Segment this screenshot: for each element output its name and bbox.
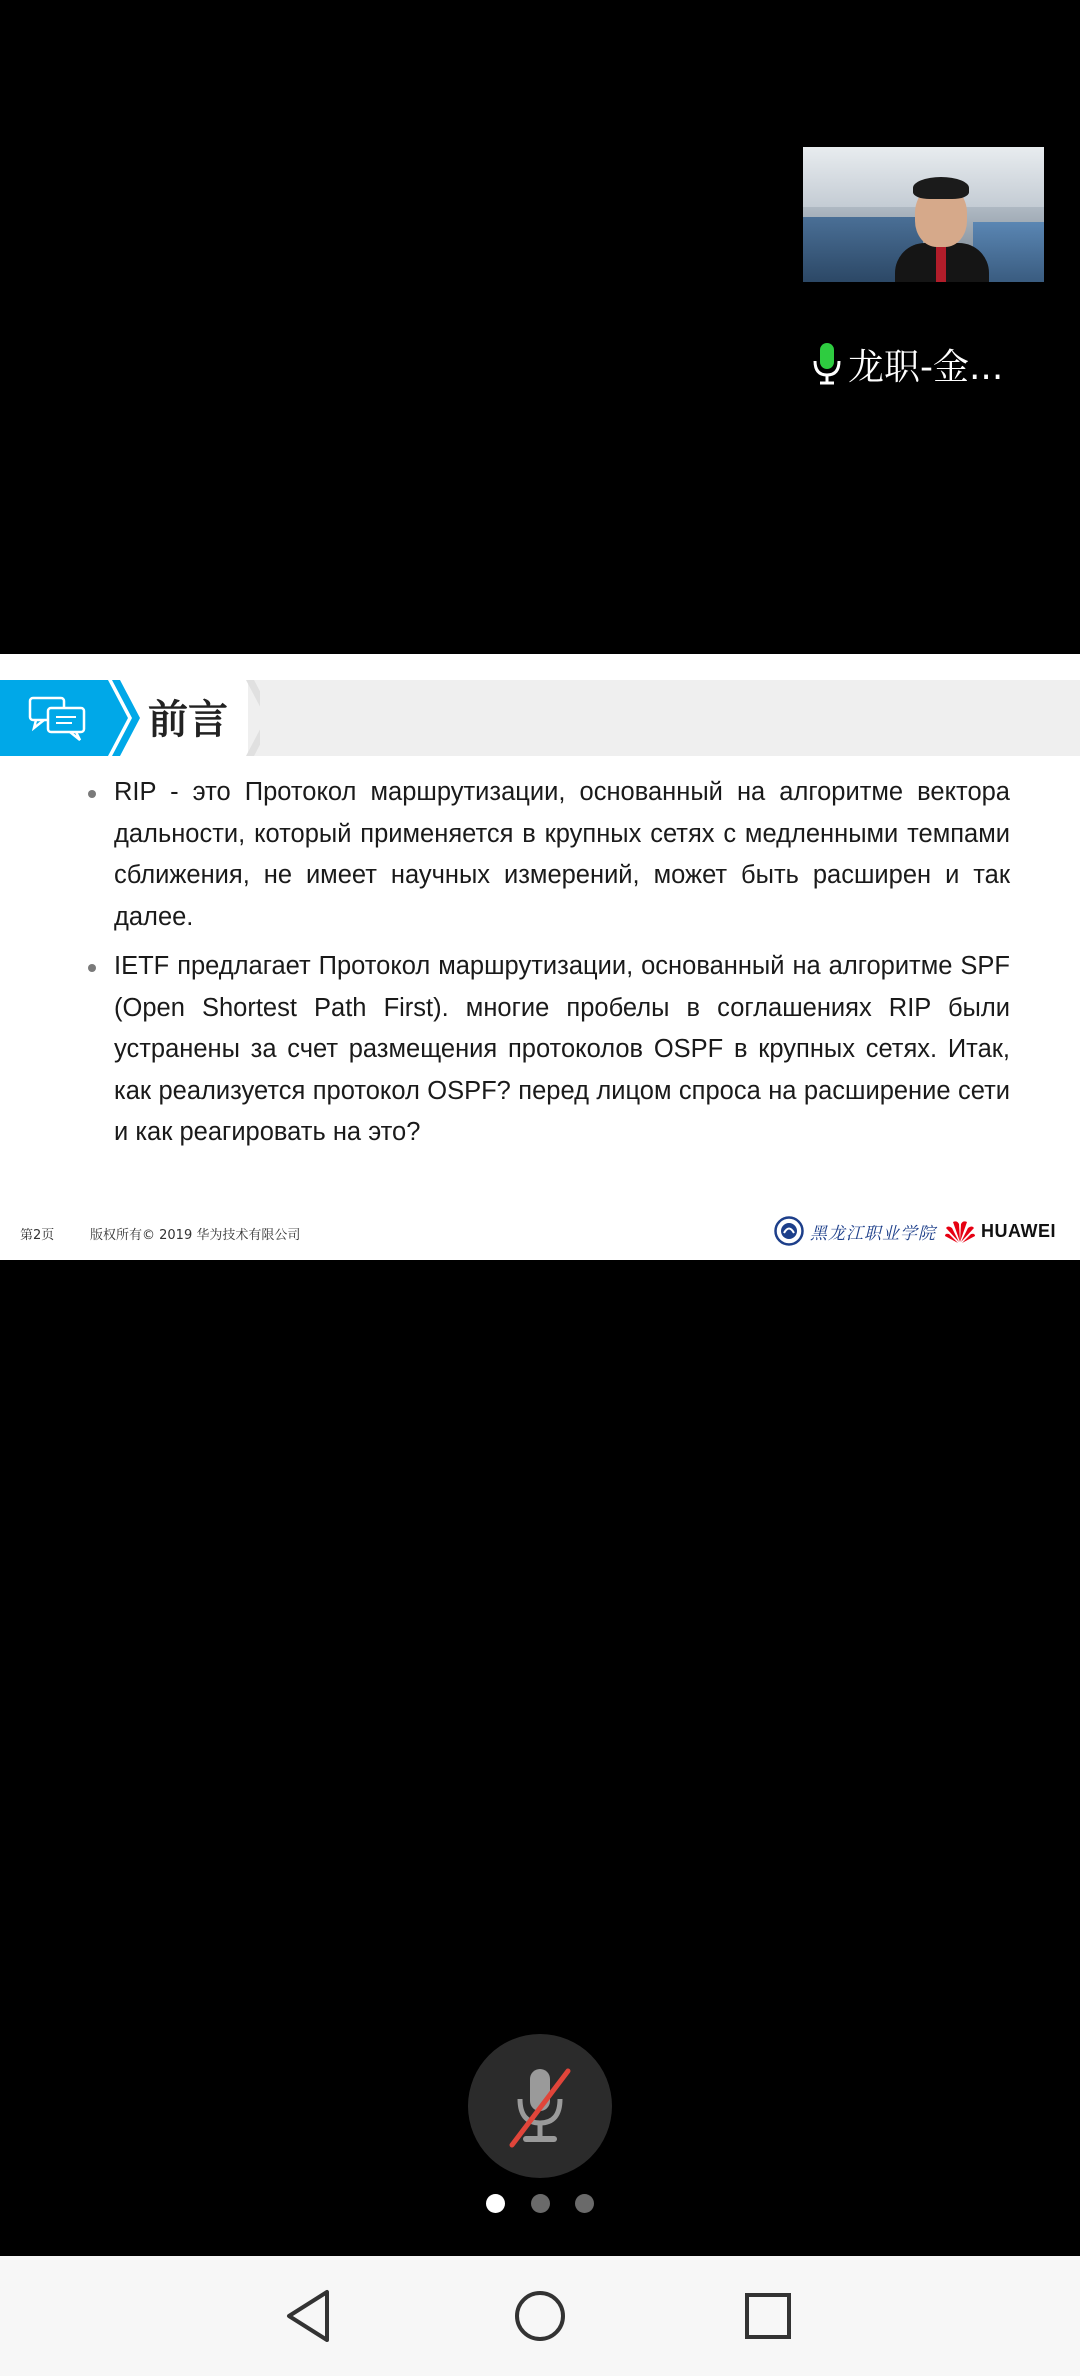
slide-bullet-text: RIP - это Протокол маршрутизации, основанный на алгоритме вектора дальности, который применяется в крупных сетях с медленными темпами сближения, не имеет научных измерений, может быть расширен и так далее. bbox=[114, 778, 1010, 931]
page-dot[interactable] bbox=[531, 2194, 550, 2213]
nav-back-button[interactable] bbox=[278, 2286, 338, 2346]
speaker-label bbox=[812, 338, 1003, 390]
nav-recents-button[interactable] bbox=[738, 2286, 798, 2346]
page-indicator bbox=[486, 2192, 594, 2214]
participant-video-thumbnail[interactable] bbox=[803, 147, 1044, 282]
slide-copyright: 版权所有© 2019 华为技术有限公司 bbox=[90, 1228, 301, 1243]
college-logo bbox=[774, 1214, 936, 1248]
circle-home-icon bbox=[512, 2288, 568, 2344]
slide-bullet bbox=[86, 946, 1010, 1154]
huawei-brand: HUAWEI bbox=[981, 1220, 1056, 1241]
huawei-petals-icon bbox=[944, 1218, 976, 1244]
huawei-logo bbox=[944, 1216, 1056, 1246]
slide-header bbox=[0, 680, 1080, 756]
mute-toggle-button[interactable] bbox=[468, 2034, 612, 2178]
bullet-dot-icon bbox=[88, 964, 96, 972]
microphone-muted-icon bbox=[500, 2061, 580, 2151]
square-recents-icon bbox=[742, 2290, 794, 2342]
slide-title: 前言 bbox=[148, 697, 228, 743]
page-dot-active[interactable] bbox=[486, 2194, 505, 2213]
shared-slide bbox=[0, 654, 1080, 1260]
slide-footer bbox=[0, 1220, 1080, 1250]
speaker-name: 龙职-金... bbox=[848, 346, 1004, 388]
slide-bullet bbox=[86, 772, 1010, 938]
microphone-icon bbox=[812, 341, 842, 387]
slide-header-bar bbox=[248, 680, 1080, 756]
college-name: 黑龙江职业学院 bbox=[810, 1223, 936, 1244]
video-person-hair bbox=[913, 177, 969, 199]
bullet-dot-icon bbox=[88, 790, 96, 798]
page-dot[interactable] bbox=[575, 2194, 594, 2213]
triangle-back-icon bbox=[283, 2288, 333, 2344]
slide-bullet-text: IETF предлагает Протокол маршрутизации, основанный на алгоритме SPF (Open Shortest Path First). многие пробелы в соглашениях RIP были устранены за счет размещения протоколов OSPF в крупных сетях. Итак, как реализуется протокол OSPF? перед лицом спроса на расширение сети и как реагировать на это? bbox=[114, 952, 1010, 1146]
system-navigation-bar bbox=[0, 2256, 1080, 2376]
video-person-tie bbox=[936, 247, 946, 282]
chat-bubbles-icon bbox=[0, 680, 124, 756]
college-emblem-icon bbox=[774, 1216, 804, 1246]
slide-page-number: 第2页 bbox=[20, 1228, 55, 1243]
slide-bullet-list bbox=[86, 772, 1010, 1162]
nav-home-button[interactable] bbox=[510, 2286, 570, 2346]
